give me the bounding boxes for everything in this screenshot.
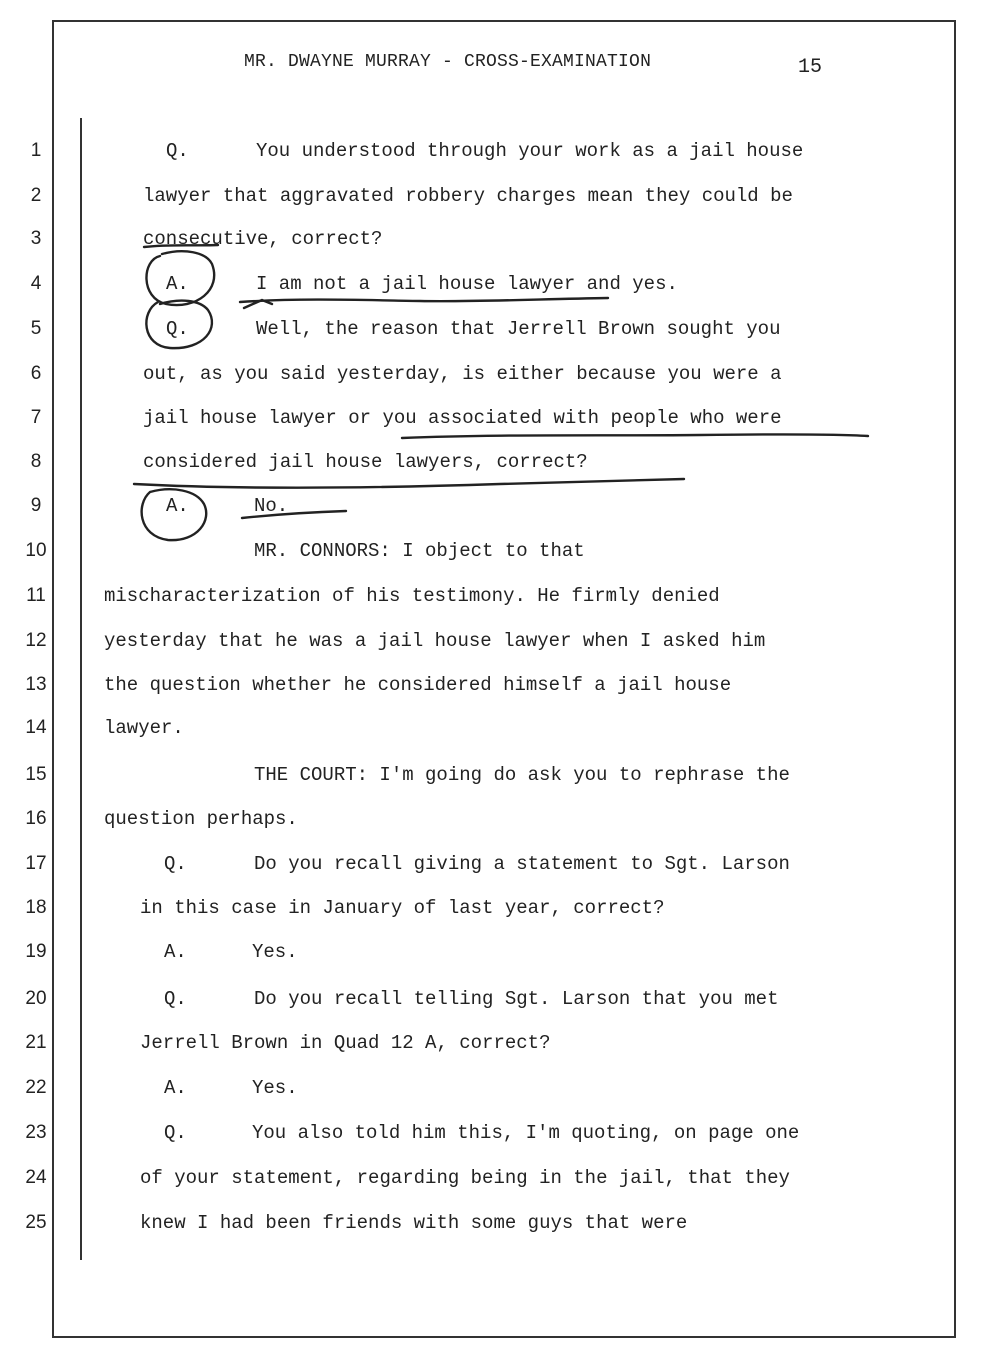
transcript-line xyxy=(0,451,991,495)
line-number: 20 xyxy=(25,988,47,1009)
line-text: Yes. xyxy=(252,941,298,963)
line-number: 17 xyxy=(25,853,47,874)
line-text: Well, the reason that Jerrell Brown sought you xyxy=(256,318,781,340)
transcript-line xyxy=(0,273,991,317)
line-number: 19 xyxy=(25,941,47,962)
line-number: 18 xyxy=(25,897,47,918)
transcript-line xyxy=(0,540,991,584)
line-text: considered jail house lawyers, correct? xyxy=(143,451,588,473)
line-number: 23 xyxy=(25,1122,47,1143)
line-text: jail house lawyer or you associated with people who were xyxy=(143,407,782,429)
transcript-line xyxy=(0,941,991,985)
line-text: lawyer. xyxy=(104,717,184,739)
line-text: Yes. xyxy=(252,1077,298,1099)
line-text: mischaracterization of his testimony. He firmly denied xyxy=(104,585,720,607)
transcript-line xyxy=(0,1032,991,1076)
line-number: 6 xyxy=(30,363,42,384)
speaker-label: A. xyxy=(166,273,189,295)
speaker-label: A. xyxy=(164,1077,187,1099)
transcript-line xyxy=(0,228,991,272)
transcript-line xyxy=(0,1167,991,1211)
line-number: 9 xyxy=(30,495,42,516)
transcript-line xyxy=(0,363,991,407)
line-text: out, as you said yesterday, is either because you were a xyxy=(143,363,782,385)
line-number: 12 xyxy=(25,630,47,651)
line-number: 22 xyxy=(25,1077,47,1098)
transcript-line xyxy=(0,674,991,718)
line-number: 3 xyxy=(30,228,42,249)
line-number: 4 xyxy=(30,273,42,294)
transcript-line xyxy=(0,407,991,451)
transcript-line xyxy=(0,764,991,808)
speaker-label: A. xyxy=(164,941,187,963)
line-number: 21 xyxy=(25,1032,47,1053)
line-text: in this case in January of last year, correct? xyxy=(140,897,665,919)
line-text: yesterday that he was a jail house lawyer when I asked him xyxy=(104,630,766,652)
line-text: No. xyxy=(254,495,289,517)
line-number: 10 xyxy=(25,540,47,561)
speaker-label: Q. xyxy=(164,1122,187,1144)
line-text: I am not a jail house lawyer and yes. xyxy=(256,273,678,295)
line-text: the question whether he considered himself a jail house xyxy=(104,674,732,696)
transcript-line xyxy=(0,585,991,629)
line-number: 25 xyxy=(25,1212,47,1233)
transcript-line xyxy=(0,1212,991,1256)
line-text: You also told him this, I'm quoting, on page one xyxy=(252,1122,800,1144)
transcript-line xyxy=(0,140,991,184)
line-number: 13 xyxy=(25,674,47,695)
speaker-label: Q. xyxy=(166,140,189,162)
transcript-line xyxy=(0,185,991,229)
speaker-label: Q. xyxy=(166,318,189,340)
transcript-line xyxy=(0,1077,991,1121)
line-text: Do you recall telling Sgt. Larson that you met xyxy=(254,988,779,1010)
transcript-line xyxy=(0,808,991,852)
line-text: MR. CONNORS: I object to that xyxy=(254,540,585,562)
transcript-line xyxy=(0,318,991,362)
line-text: lawyer that aggravated robbery charges mean they could be xyxy=(143,185,793,207)
page-header xyxy=(0,52,991,82)
speaker-label: Q. xyxy=(164,988,187,1010)
line-text: You understood through your work as a jail house xyxy=(256,140,804,162)
line-text: Jerrell Brown in Quad 12 A, correct? xyxy=(140,1032,551,1054)
line-text: knew I had been friends with some guys that were xyxy=(140,1212,688,1234)
line-number: 16 xyxy=(25,808,47,829)
line-number: 5 xyxy=(30,318,42,339)
line-text: question perhaps. xyxy=(104,808,298,830)
header-title: MR. DWAYNE MURRAY - CROSS-EXAMINATION xyxy=(244,52,652,72)
line-number: 8 xyxy=(30,451,42,472)
line-number: 1 xyxy=(30,140,42,161)
line-number: 14 xyxy=(25,717,47,738)
transcript-line xyxy=(0,495,991,539)
speaker-label: A. xyxy=(166,495,189,517)
transcript-line xyxy=(0,897,991,941)
transcript-line xyxy=(0,853,991,897)
line-text: THE COURT: I'm going do ask you to rephrase the xyxy=(254,764,790,786)
line-number: 2 xyxy=(30,185,42,206)
line-number: 15 xyxy=(25,764,47,785)
speaker-label: Q. xyxy=(164,853,187,875)
page-number: 15 xyxy=(798,56,823,79)
line-text: of your statement, regarding being in the jail, that they xyxy=(140,1167,790,1189)
transcript-line xyxy=(0,988,991,1032)
transcript-line xyxy=(0,1122,991,1166)
transcript-line xyxy=(0,630,991,674)
transcript-line xyxy=(0,717,991,761)
line-text: consecutive, correct? xyxy=(143,228,383,250)
line-number: 11 xyxy=(26,585,46,606)
line-text: Do you recall giving a statement to Sgt. Larson xyxy=(254,853,790,875)
line-number: 24 xyxy=(25,1167,47,1188)
line-number: 7 xyxy=(30,407,42,428)
